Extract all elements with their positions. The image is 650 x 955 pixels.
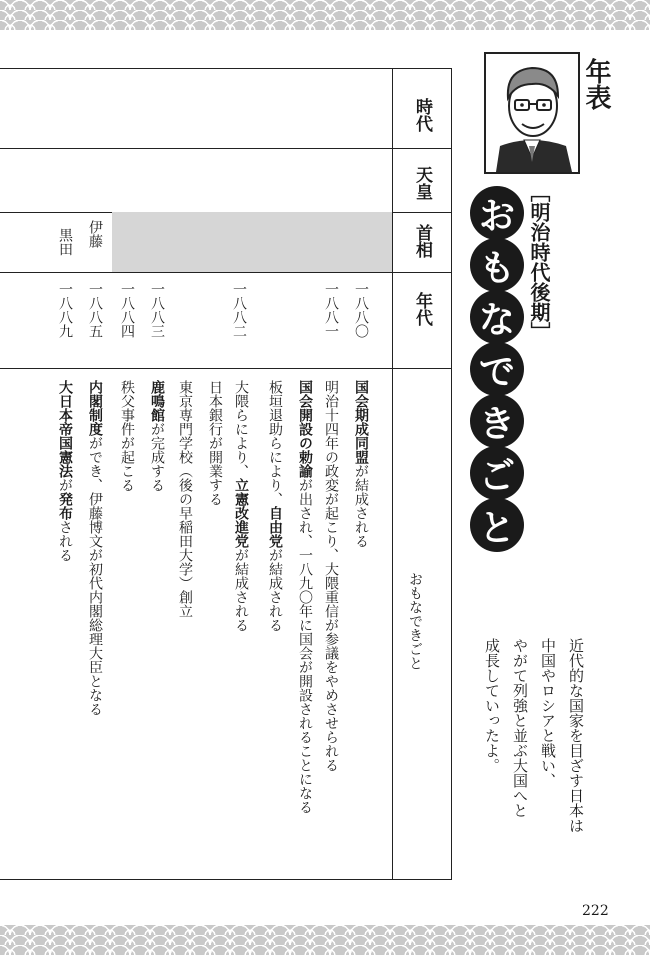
event-1882-kaishinto: 大隈らにより、立憲改進党が結成される (233, 380, 249, 632)
description-line: やがて列強と並ぶ大国へと (511, 638, 529, 818)
title-char: な (470, 290, 524, 344)
prime-minister-term-bar (112, 212, 392, 272)
row-label-period: 時代 (412, 98, 432, 132)
title-char: と (470, 498, 524, 552)
table-bottom-border (0, 879, 452, 880)
description-line: 近代的な国家を目ざす日本は (567, 638, 585, 833)
year-1880: 一八八〇 (353, 282, 369, 338)
title-char: も (470, 238, 524, 292)
event-1881-political-change: 明治十四年の政変が起こり、大隈重信が参議をやめさせられる (323, 380, 339, 772)
event-1889-constitution: 大日本帝国憲法が発布される (57, 380, 73, 562)
year-1882: 一八八二 (231, 282, 247, 338)
event-1881-imperial-rescript: 国会開設の勅諭が出され、一八九〇年に国会が開設されることになる (297, 380, 313, 814)
prime-minister-ito: 伊藤 (87, 220, 103, 248)
description-line: 中国やロシアと戦い、 (539, 638, 557, 788)
character-portrait (484, 52, 580, 174)
row-divider (0, 148, 452, 149)
description-line: 成長していったよ。 (483, 638, 501, 773)
year-1883: 一八八三 (149, 282, 165, 338)
row-label-emperor: 天皇 (412, 166, 432, 200)
prime-minister-kuroda: 黒田 (57, 228, 73, 256)
title-char: ご (470, 446, 524, 500)
row-label-prime-minister: 首相 (412, 224, 432, 258)
row-divider (0, 368, 452, 369)
top-pattern-band (0, 0, 650, 30)
event-1882-tokyo-senmon: 東京専門学校（後の早稲田大学）創立 (177, 380, 193, 618)
event-1881-jiyuto: 板垣退助らにより、自由党が結成される (267, 380, 283, 632)
event-1883-rokumeikan: 鹿鳴館が完成する (149, 380, 165, 492)
title-char: お (470, 186, 524, 240)
character-illustration (486, 54, 578, 172)
event-1882-bank-of-japan: 日本銀行が開業する (207, 380, 223, 506)
event-1884-chichibu: 秩父事件が起こる (119, 380, 135, 492)
row-divider (0, 272, 452, 273)
event-1880: 国会期成同盟が結成される (353, 380, 369, 548)
year-1889: 一八八九 (57, 282, 73, 338)
year-1884: 一八八四 (119, 282, 135, 338)
year-1881: 一八八一 (323, 282, 339, 338)
main-title (470, 186, 524, 550)
page-number: 222 (582, 903, 609, 919)
chronology-heading: 年表 (581, 58, 611, 110)
title-char: き (470, 394, 524, 448)
events-column-label: おもなできごと (407, 572, 423, 670)
title-char: で (470, 342, 524, 396)
row-label-year: 年代 (412, 292, 432, 326)
bottom-pattern-band (0, 925, 650, 955)
year-1885: 一八八五 (87, 282, 103, 338)
timeline-table (0, 68, 452, 880)
era-subtitle: ［明治時代後期］ (527, 182, 551, 342)
event-1885-cabinet: 内閣制度ができ、伊藤博文が初代内閣総理大臣となる (87, 380, 103, 716)
table-top-border (0, 68, 452, 69)
